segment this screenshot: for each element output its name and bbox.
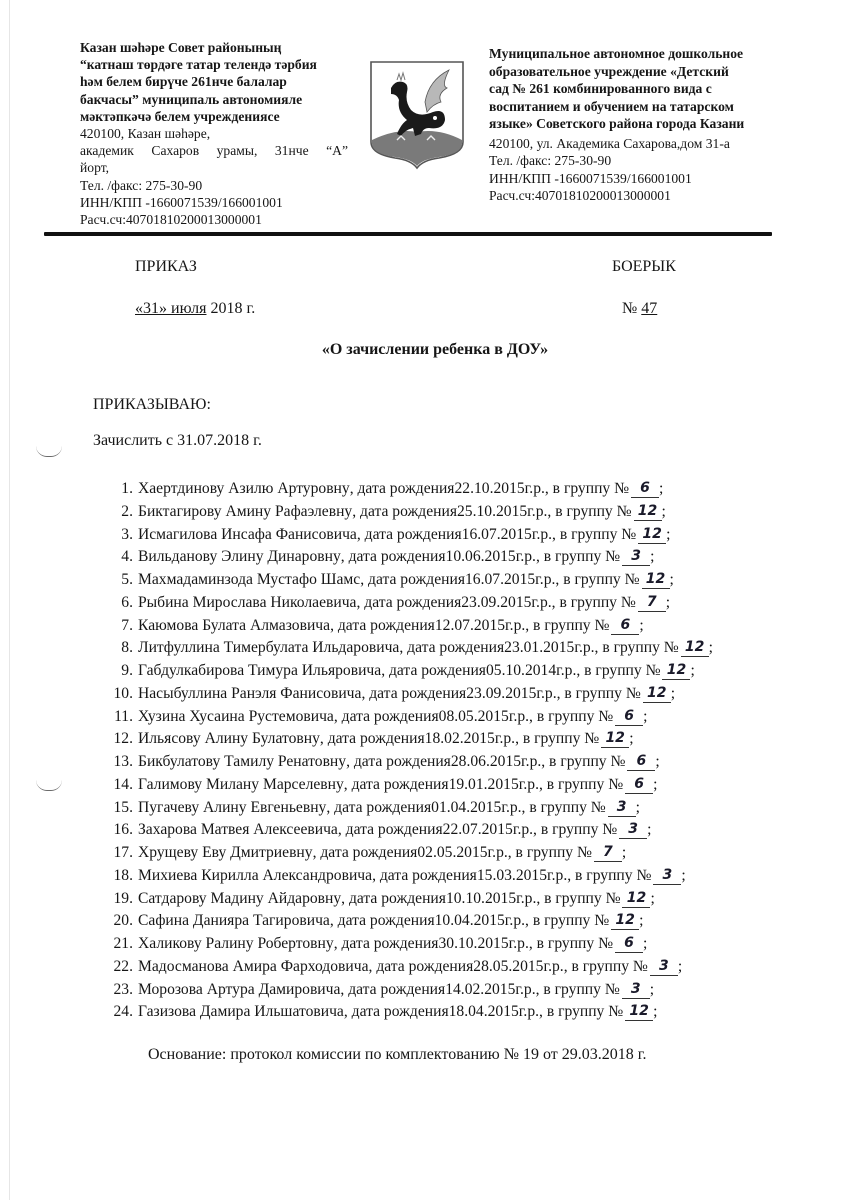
order-number-value: 47: [641, 300, 658, 317]
org-name-tatar-line: мәктәпкәчә белем учреждениясе: [80, 108, 280, 124]
dob-prefix: , дата рождения: [349, 480, 455, 497]
order-date-day: «31» июля: [135, 300, 207, 317]
group-number-handwritten: 6: [625, 776, 653, 794]
group-label: г.р., в группу №: [515, 548, 621, 566]
child-dob: 01.04.2015: [431, 798, 502, 816]
dob-prefix: , дата рождения: [360, 571, 465, 588]
item-number: 8.: [121, 639, 133, 657]
child-dob: 14.02.2015: [445, 980, 516, 998]
child-dob: 23.09.2015: [466, 684, 537, 702]
phone-fax: Тел. /факс: 275-30-90: [489, 153, 612, 169]
order-date: [135, 300, 255, 318]
punch-hole-mark: [36, 446, 62, 457]
group-number-handwritten: 6: [615, 708, 643, 726]
org-name-tatar-line: бакчасы” муниципаль автономияле: [80, 91, 303, 107]
child-name: Газизова Дамира Ильшатовича: [138, 1003, 344, 1021]
doc-type-russian: ПРИКАЗ: [135, 258, 197, 275]
list-item: [100, 569, 820, 592]
group-label: г.р., в группу №: [518, 1003, 624, 1021]
child-name: Михиева Кирилла Александровича: [138, 866, 373, 884]
child-name: Морозова Артура Дамировича: [138, 980, 341, 998]
item-number: 3.: [121, 525, 133, 543]
child-dob: 10.04.2015: [434, 912, 505, 930]
group-number-handwritten: 12: [611, 912, 639, 930]
list-item: [100, 1001, 820, 1024]
bank-account: Расч.сч:40701810200013000001: [489, 188, 671, 204]
line-end: ;: [655, 753, 660, 770]
child-dob: 22.07.2015: [442, 821, 513, 839]
punch-hole-mark: [36, 780, 62, 791]
item-number: 14.: [113, 775, 133, 793]
item-number: 4.: [121, 548, 133, 566]
group-number-handwritten: 6: [611, 617, 639, 635]
item-number: 23.: [113, 980, 133, 998]
child-name: Вильданову Элину Динаровну: [138, 548, 341, 566]
line-end: ;: [677, 957, 683, 975]
child-name: Бикбулатову Тамилу Ренатовну: [138, 753, 347, 770]
address-line: 420100, Казан шәһәре,: [80, 126, 211, 142]
dob-prefix: , дата рождения: [340, 980, 446, 998]
group-number-handwritten: 12: [643, 685, 671, 703]
dob-prefix: , дата рождения: [333, 707, 439, 725]
group-number-handwritten: 12: [601, 730, 629, 748]
dob-prefix: , дата рождения: [341, 889, 446, 907]
line-end: ;: [629, 730, 634, 748]
group-label: г.р., в группу №: [516, 889, 621, 907]
child-name: Исмагилова Инсафа Фанисовича: [138, 525, 357, 543]
child-dob: 02.05.2015: [417, 844, 488, 861]
child-dob: 12.07.2015: [434, 616, 506, 634]
group-label: г.р., в группу №: [535, 571, 640, 588]
item-number: 12.: [113, 730, 133, 748]
line-end: ;: [642, 935, 648, 952]
header-divider: [44, 232, 772, 236]
list-item: [100, 524, 820, 547]
list-item: [100, 501, 820, 524]
group-number-handwritten: 6: [631, 480, 659, 498]
org-name-tatar-line: Казан шәһәре Совет районының: [80, 40, 282, 55]
item-number: 6.: [121, 593, 133, 611]
child-dob: 30.10.2015: [438, 935, 509, 952]
group-label: г.р., в группу №: [487, 844, 592, 861]
line-end: ;: [681, 866, 686, 884]
child-dob: 18.02.2015: [424, 730, 495, 748]
line-end: ;: [665, 593, 671, 611]
line-end: ;: [669, 571, 674, 588]
item-number: 1.: [121, 480, 133, 497]
line-end: ;: [653, 775, 658, 793]
item-number: 22.: [113, 957, 133, 975]
child-dob: 16.07.2015: [461, 525, 532, 543]
group-number-handwritten: 3: [650, 958, 678, 976]
line-end: ;: [650, 889, 655, 907]
child-name: Мадосманова Амира Фарходовича: [138, 957, 369, 975]
group-label: г.р., в группу №: [556, 662, 661, 679]
dob-prefix: , дата рождения: [319, 730, 425, 748]
child-name: Каюмова Булата Алмазовича: [138, 616, 331, 634]
bank-account: Расч.сч:40701810200013000001: [80, 212, 262, 228]
group-label: г.р., в группу №: [504, 912, 610, 930]
child-dob: 22.10.2015: [454, 480, 525, 497]
child-name: Галимову Милану Марселевну: [138, 775, 344, 793]
child-name: Сатдарову Мадину Айдаровну: [138, 889, 342, 907]
group-label: г.р., в группу №: [508, 707, 614, 725]
list-item: [100, 819, 820, 842]
child-name: Хрущеву Еву Дмитриевну: [138, 844, 313, 861]
group-number-handwritten: 12: [662, 662, 690, 680]
line-end: ;: [666, 525, 671, 543]
dob-prefix: , дата рождения: [361, 684, 467, 702]
list-item: [100, 728, 820, 751]
line-end: ;: [659, 480, 664, 497]
dob-prefix: , дата рождения: [356, 593, 462, 611]
item-number: 20.: [113, 912, 133, 930]
child-dob: 18.04.2015: [448, 1003, 519, 1021]
phone-fax: Тел. /факс: 275-30-90: [80, 177, 203, 193]
item-number: 18.: [113, 866, 133, 884]
group-number-handwritten: 7: [638, 594, 666, 612]
child-dob: 05.10.2014: [485, 662, 557, 679]
group-number-handwritten: 6: [627, 753, 655, 771]
child-name: Пугачеву Алину Евгеньевну: [138, 798, 327, 816]
child-name: Халикову Ралину Робертовну: [138, 935, 334, 952]
line-end: ;: [661, 502, 666, 520]
group-label: г.р., в группу №: [512, 821, 618, 839]
org-name-russian-line: языке» Советского района города Казани: [489, 116, 745, 132]
group-number-handwritten: 12: [638, 526, 666, 544]
dob-prefix: , дата рождения: [343, 775, 449, 793]
child-dob: 28.05.2015: [473, 957, 544, 975]
group-number-handwritten: 3: [608, 799, 636, 817]
header-left-tatar: [80, 39, 348, 228]
item-number: 19.: [113, 889, 133, 907]
list-item: [100, 546, 820, 569]
list-item: [100, 888, 820, 911]
list-item: [100, 637, 820, 660]
child-dob: 10.06.2015: [445, 548, 516, 566]
group-number-handwritten: 3: [622, 548, 650, 566]
list-item: [100, 865, 820, 888]
dob-prefix: , дата рождения: [340, 548, 446, 566]
group-label: г.р., в группу №: [508, 935, 613, 952]
org-name-tatar-line: һәм белем бирүче 261нче балалар: [80, 74, 287, 90]
item-number: 24.: [113, 1003, 133, 1021]
group-number-handwritten: 3: [653, 867, 681, 885]
group-label: г.р., в группу №: [531, 593, 636, 611]
address-line: академик Сахаров урамы, 31нче “А”: [80, 143, 348, 159]
enroll-from-date: Зачислить с 31.07.2018 г.: [93, 432, 262, 449]
line-end: ;: [635, 798, 640, 816]
children-list: [100, 478, 820, 1024]
dob-prefix: , дата рождения: [326, 798, 432, 816]
item-number: 11.: [114, 707, 133, 725]
order-number: [622, 300, 657, 318]
list-item: [100, 592, 820, 615]
inn-kpp: ИНН/КПП -1660071539/166001001: [489, 170, 692, 186]
list-item: [100, 797, 820, 820]
group-number-handwritten: 3: [622, 981, 650, 999]
child-name: Махмадаминзода Мустафо Шамс: [138, 571, 361, 588]
order-date-year: 2018 г.: [206, 300, 256, 317]
group-label: г.р., в группу №: [501, 798, 606, 816]
line-end: ;: [690, 662, 695, 679]
group-label: г.р., в группу №: [494, 730, 600, 748]
org-name-russian-line: Муниципальное автономное дошкольное: [489, 46, 744, 61]
list-item: [100, 751, 820, 774]
child-name: Рыбина Мирослава Николаевича: [138, 593, 357, 611]
group-label: г.р., в группу №: [536, 684, 641, 702]
child-name: Захарова Матвея Алексеевича: [138, 821, 338, 839]
group-number-handwritten: 12: [622, 890, 650, 908]
list-item: [100, 979, 820, 1002]
list-item: [100, 706, 820, 729]
group-label: г.р., в группу №: [531, 525, 637, 543]
order-basis: Основание: протокол комиссии по комплектованию № 19 от 29.03.2018 г.: [148, 1046, 647, 1063]
list-item: [100, 683, 820, 706]
group-label: г.р., в группу №: [518, 775, 624, 793]
group-number-handwritten: 12: [681, 639, 709, 657]
list-item: [100, 933, 820, 956]
org-name-russian-line: воспитанием и обучением на татарском: [489, 98, 734, 114]
item-number: 9.: [121, 662, 133, 679]
dob-prefix: , дата рождения: [329, 912, 435, 930]
org-name-tatar-line: “катнаш төрдәге татар телендә тәрбия: [80, 57, 317, 73]
group-number-handwritten: 12: [642, 571, 670, 589]
child-name: Биктагирову Амину Рафаэлевну: [138, 502, 353, 520]
dob-prefix: , дата рождения: [337, 821, 443, 839]
list-item: [100, 774, 820, 797]
dob-prefix: , дата рождения: [368, 957, 474, 975]
kazan-coat-of-arms-icon: [367, 58, 467, 170]
group-number-handwritten: 12: [634, 503, 662, 521]
child-dob: 23.09.2015: [461, 593, 532, 611]
org-name-russian-line: сад № 261 комбинированного вида с: [489, 81, 712, 97]
child-dob: 23.01.2015: [504, 639, 575, 657]
line-end: ;: [708, 639, 713, 657]
child-name: Литфуллина Тимербулата Ильдаровича: [138, 639, 400, 657]
item-number: 15.: [113, 798, 133, 816]
line-end: ;: [650, 548, 655, 566]
scan-page-edge: [9, 0, 10, 1200]
group-label: г.р., в группу №: [521, 753, 626, 770]
order-title: «О зачислении ребенка в ДОУ»: [321, 341, 549, 358]
doc-type-tatar: БОЕРЫК: [612, 258, 676, 275]
order-command: ПРИКАЗЫВАЮ:: [93, 396, 211, 413]
group-label: г.р., в группу №: [505, 616, 610, 634]
line-end: ;: [643, 707, 648, 725]
dob-prefix: , дата рождения: [346, 753, 451, 770]
list-item: [100, 956, 820, 979]
child-name: Ильясову Алину Булатовну: [138, 730, 320, 748]
child-dob: 19.01.2015: [448, 775, 519, 793]
header-right-russian: [489, 45, 779, 205]
line-end: ;: [647, 821, 652, 839]
child-dob: 28.06.2015: [450, 753, 522, 770]
order-number-prefix: №: [622, 300, 642, 317]
child-name: Габдулкабирова Тимура Ильяровича: [138, 662, 382, 679]
group-label: г.р., в группу №: [524, 480, 629, 497]
child-name: Насыбуллина Ранэля Фанисовича: [138, 684, 362, 702]
group-label: г.р., в группу №: [543, 957, 648, 975]
dob-prefix: , дата рождения: [381, 662, 486, 679]
list-item: [100, 660, 820, 683]
line-end: ;: [621, 844, 627, 861]
item-number: 16.: [113, 821, 133, 839]
line-end: ;: [639, 912, 644, 930]
dob-prefix: , дата рождения: [343, 1003, 449, 1021]
group-number-handwritten: 6: [615, 935, 643, 953]
address-line: йорт,: [80, 160, 110, 176]
child-name: Сафина Данияра Тагировича: [138, 912, 330, 930]
child-dob: 15.03.2015: [476, 866, 548, 884]
list-item: [100, 910, 820, 933]
child-name: Хузина Хусаина Рустемовича: [138, 707, 334, 725]
address-line: 420100, ул. Академика Сахарова,дом 31-а: [489, 135, 730, 151]
line-end: ;: [639, 616, 644, 634]
dob-prefix: , дата рождения: [333, 935, 439, 952]
line-end: ;: [649, 980, 655, 998]
item-number: 13.: [113, 753, 133, 770]
child-dob: 16.07.2015: [465, 571, 536, 588]
group-label: г.р., в группу №: [515, 980, 620, 998]
dob-prefix: , дата рождения: [352, 502, 457, 520]
group-number-handwritten: 12: [625, 1003, 653, 1021]
list-item: [100, 615, 820, 638]
list-item: [100, 842, 820, 865]
group-number-handwritten: 7: [594, 844, 622, 862]
inn-kpp: ИНН/КПП -1660071539/166001001: [80, 194, 283, 210]
child-dob: 25.10.2015: [457, 502, 528, 520]
line-end: ;: [670, 684, 676, 702]
dob-prefix: , дата рождения: [356, 525, 462, 543]
group-label: г.р., в группу №: [527, 502, 632, 520]
dob-prefix: , дата рождения: [312, 844, 418, 861]
item-number: 5.: [121, 571, 133, 588]
item-number: 21.: [113, 935, 133, 952]
item-number: 10.: [113, 684, 133, 702]
child-dob: 10.10.2015: [445, 889, 517, 907]
item-number: 17.: [113, 844, 133, 861]
child-name: Хаертдинову Азилю Артуровну: [138, 480, 350, 497]
list-item: [100, 478, 820, 501]
item-number: 7.: [121, 616, 133, 634]
org-name-russian-line: образовательное учреждение «Детский: [489, 63, 729, 79]
group-label: г.р., в группу №: [547, 866, 652, 884]
dob-prefix: , дата рождения: [399, 639, 505, 657]
line-end: ;: [653, 1003, 658, 1021]
group-number-handwritten: 3: [619, 821, 647, 839]
dob-prefix: , дата рождения: [372, 866, 477, 884]
dob-prefix: , дата рождения: [330, 616, 435, 634]
group-label: г.р., в группу №: [574, 639, 679, 657]
item-number: 2.: [121, 502, 133, 520]
child-dob: 08.05.2015: [438, 707, 509, 725]
